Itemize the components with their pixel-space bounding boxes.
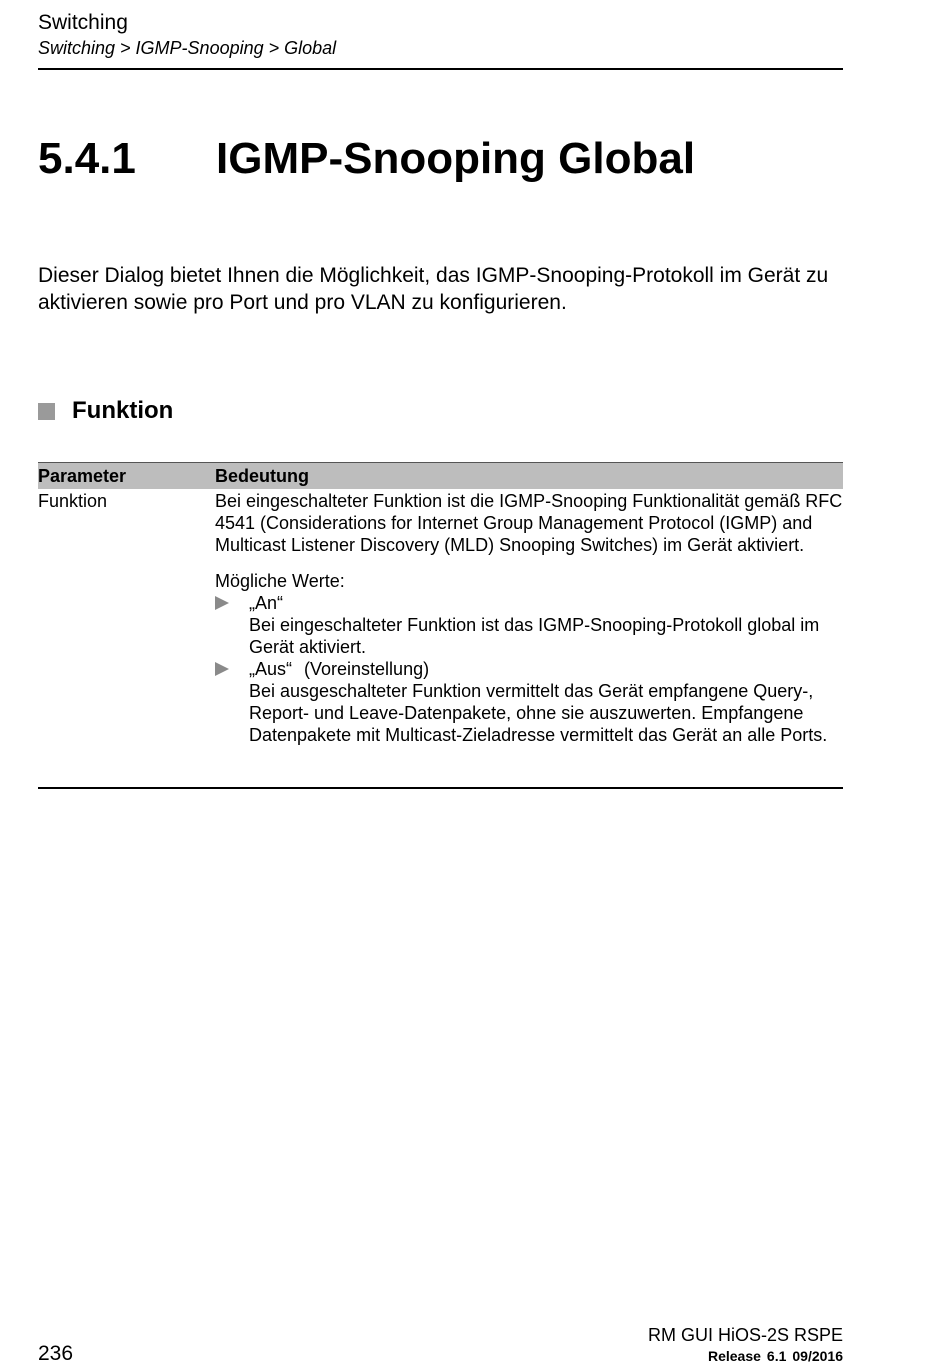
chapter-number: 5.4.1 [38,134,136,183]
chapter-heading [38,131,695,187]
square-bullet-icon [38,403,55,420]
column-header-bedeutung: Bedeutung [215,466,309,486]
section-heading [38,396,173,426]
chapter-title: IGMP-Snooping Global [216,134,696,183]
table-bottom-rule [38,787,843,789]
table-cell-description [215,490,845,746]
option-item [215,592,845,658]
section-title: Funktion [72,397,174,424]
column-header-parameter: Parameter [38,466,127,486]
intro-paragraph: Dieser Dialog bietet Ihnen die Möglichkeit, das IGMP-Snooping-Protokoll im Gerät zu aktivieren sowie pro Port und pro VLAN zu konfigurieren. [38,264,829,314]
values-label: Mögliche Werte: [215,571,345,591]
release-label: Release [707,1348,761,1364]
option-text: Bei ausgeschalteter Funktion vermittelt das Gerät empfangene Query-, Report- und Leave-Datenpakete, ohne sie auszuwerten. Empfangene Datenpakete mit Multicast-Zieladresse vermittelt das Gerät an alle Ports. [249,681,828,745]
table-cell-parameter: Funktion [38,491,108,511]
page-number: 236 [38,1342,74,1365]
release-version: 6.1 [766,1348,787,1364]
option-item [215,658,845,746]
option-default-note: (Voreinstellung) [304,659,430,679]
triangle-bullet-icon [215,662,229,676]
breadcrumb: Switching > IGMP-Snooping > Global [38,38,337,58]
option-text: Bei eingeschalteter Funktion ist das IGMP-Snooping-Protokoll global im Gerät aktiviert. [249,615,820,657]
triangle-bullet-icon [215,596,229,610]
description-text: Bei eingeschalteter Funktion ist die IGMP-Snooping Funktionalität gemäß RFC 4541 (Considerations for Internet Group Management Protocol (IGMP) and Multicast Listener Discovery (MLD) Snooping Switches) im Gerät aktiviert. [215,491,843,555]
document-name: RM GUI HiOS-2S RSPE [647,1325,843,1345]
table-header [38,462,843,489]
running-header-title: Switching [38,11,128,34]
release-date: 09/2016 [792,1348,843,1364]
option-name: „Aus“ [249,659,293,679]
option-name: „An“ [249,593,284,613]
release-info [708,1347,843,1365]
header-divider [38,68,843,70]
